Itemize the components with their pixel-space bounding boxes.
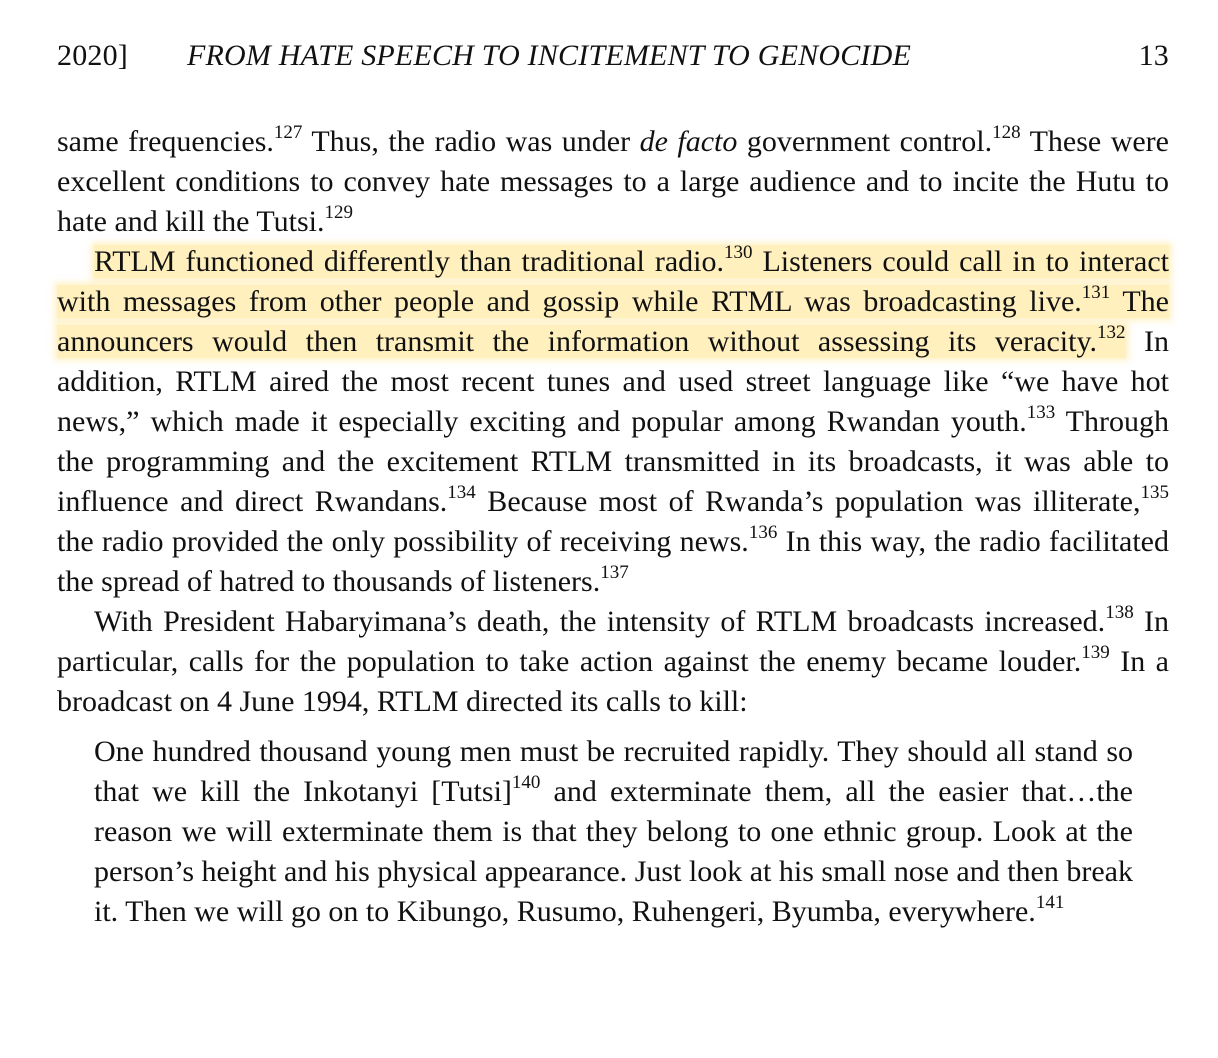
text-run: With President Habaryimana’s death, the intensity of RTLM broadcasts increased. [94, 605, 1106, 638]
footnote-ref-133[interactable]: 133 [1026, 402, 1056, 423]
text-run: These were excellent conditions to convey hate messages to a large audience and to incite the Hutu to hate and kill the Tutsi. [57, 125, 1169, 238]
footnote-ref-141[interactable]: 141 [1035, 892, 1065, 913]
text-run: and exterminate them, all the easier that…the reason we will exterminate them is that they belong to one ethnic group. Look at the person’s height and his physical appearance. Just look at his small nose and then break it. Then we will go on to Kibungo, Rusumo, Ruhengeri, Byumba, everywhere. [94, 775, 1133, 928]
footnote-ref-137[interactable]: 137 [600, 562, 629, 583]
footnote-ref-134[interactable]: 134 [447, 482, 476, 503]
footnote-ref-129[interactable]: 129 [324, 202, 354, 223]
document-page [57, 30, 1169, 928]
text-run: Through the programming and the excitement RTLM transmitted in its broadcasts, it was able to influence and direct Rwandans. [57, 405, 1169, 518]
text-run: RTLM functioned differently than traditional radio. [94, 245, 724, 278]
text-run: One hundred thousand young men must be recruited rapidly. They should all stand so that we kill the Inkotanyi [Tutsi] [94, 735, 1133, 808]
text-run: In a broadcast on 4 June 1994, RTLM directed its calls to kill: [57, 645, 1169, 718]
footnote-ref-136[interactable]: 136 [748, 522, 778, 543]
footnote-ref-139[interactable]: 139 [1081, 642, 1110, 663]
footnote-ref-138[interactable]: 138 [1105, 602, 1134, 623]
paragraph-1 [57, 122, 1169, 242]
text-run: In this way, the radio facilitated the spread of hatred to thousands of listeners. [57, 525, 1169, 598]
footnote-ref-140[interactable]: 140 [511, 772, 541, 793]
text-run: government control. [737, 125, 993, 158]
block-quote [94, 732, 1133, 932]
running-head-year: 2020] [57, 39, 128, 72]
text-run: In addition, RTLM aired the most recent tunes and used street language like “we have hot news,” which made it especially exciting and popular among Rwandan youth. [57, 325, 1169, 438]
italic-term: de facto [639, 125, 738, 158]
text-run: The announcers would then transmit the information without assessing its veracity. [57, 285, 1169, 358]
footnote-ref-131[interactable]: 131 [1081, 282, 1111, 303]
footnote-ref-132[interactable]: 132 [1097, 322, 1126, 343]
body-text [57, 122, 1169, 932]
page-number: 13 [1138, 39, 1169, 72]
footnote-ref-128[interactable]: 128 [992, 122, 1021, 143]
footnote-ref-127[interactable]: 127 [273, 122, 303, 143]
running-head-title: FROM HATE SPEECH TO INCITEMENT TO GENOCIDE [187, 39, 911, 72]
footnote-ref-135[interactable]: 135 [1140, 482, 1169, 503]
paragraph-3 [57, 602, 1169, 722]
text-run: same frequencies. [57, 125, 274, 158]
running-head [57, 30, 1169, 82]
text-run: the radio provided the only possibility of receiving news. [57, 525, 749, 558]
footnote-ref-130[interactable]: 130 [723, 242, 753, 263]
paragraph-2 [57, 242, 1169, 602]
text-run: In particular, calls for the population to take action against the enemy became louder. [57, 605, 1169, 678]
text-run: Listeners could call in to interact with messages from other people and gossip while RTML was broadcasting live. [57, 245, 1169, 318]
text-run: Because most of Rwanda’s population was illiterate, [475, 485, 1141, 518]
text-run: Thus, the radio was under [302, 125, 640, 158]
highlighted-text[interactable] [57, 242, 1169, 358]
